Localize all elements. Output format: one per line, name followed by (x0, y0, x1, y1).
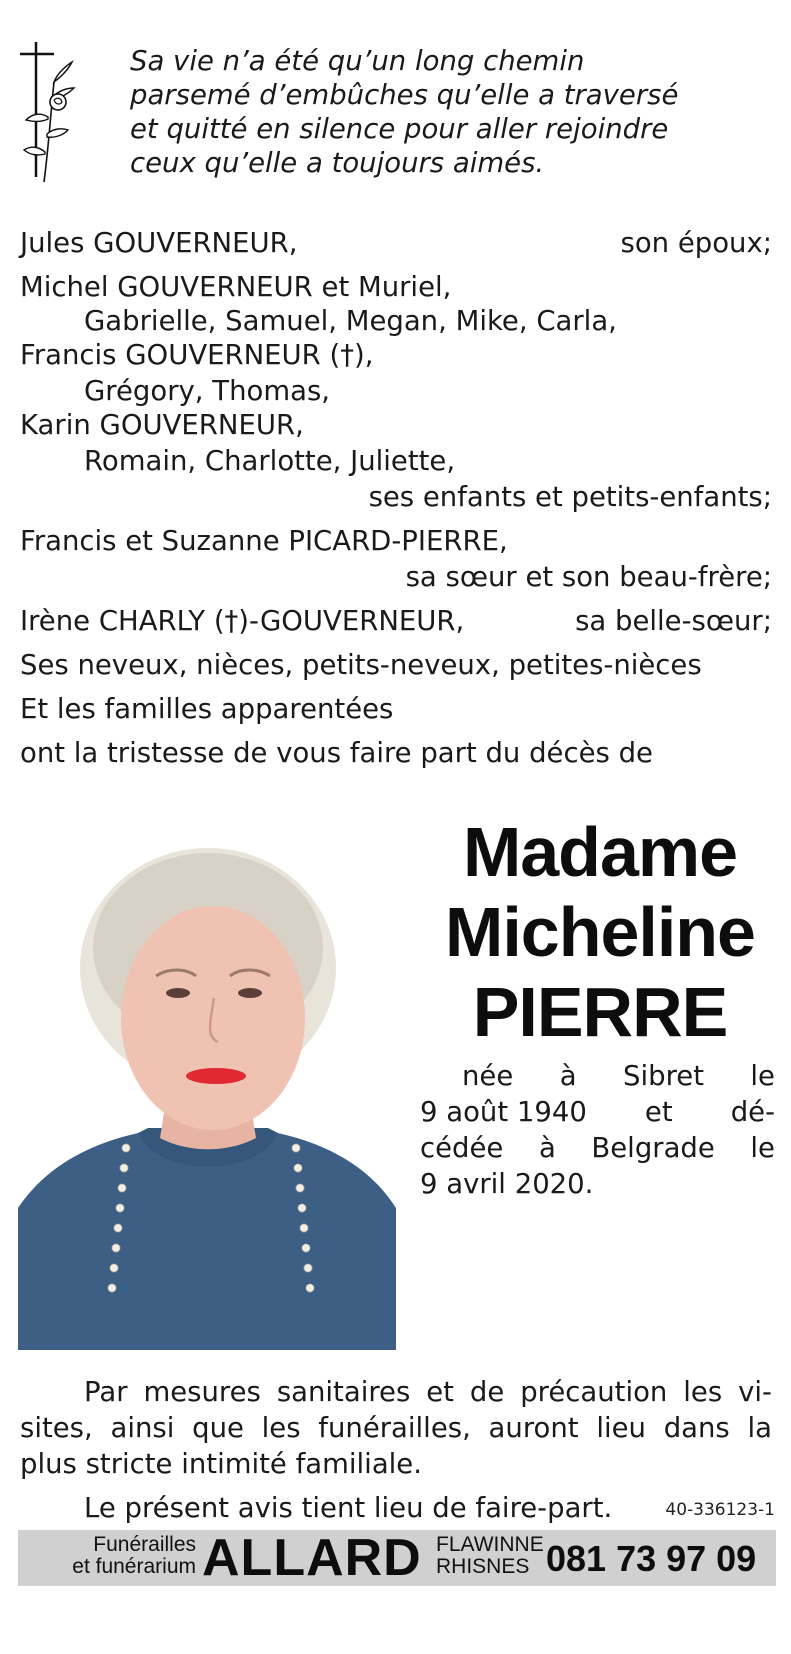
date-word: dé- (730, 1096, 775, 1128)
family-row-spouse (20, 226, 772, 260)
family-name: Romain, Charlotte, Juliette, (84, 445, 456, 477)
town-line: RHISNES (436, 1555, 530, 1578)
family-row-grandchildren (84, 374, 772, 408)
birth-line (420, 1058, 775, 1094)
family-role: sa belle-sœur; (575, 605, 772, 637)
notice-word: précaution (520, 1376, 668, 1408)
descriptor-line: et funérarium (72, 1555, 196, 1578)
quote-line: et quitté en silence pour aller rejoindre (130, 113, 669, 145)
family-row-sibling (20, 524, 772, 558)
death-date: 9 avril 2020. (420, 1168, 594, 1200)
announcement-text: ont la tristesse de vous faire part du décès de (20, 737, 653, 769)
notice-word: vi- (738, 1376, 772, 1408)
family-name: Francis et Suzanne PICARD-PIERRE, (20, 525, 508, 557)
notice-word: les (683, 1376, 723, 1408)
family-name: Francis GOUVERNEUR (†), (20, 339, 374, 371)
notice-word: mesures (143, 1376, 261, 1408)
quote-line: parsemé d’embûches qu’elle a traversé (130, 79, 679, 111)
family-row-child (20, 270, 772, 304)
quote-line: ceux qu’elle a toujours aimés. (130, 147, 545, 179)
memorial-quote (130, 44, 770, 180)
notice-word: et (426, 1376, 454, 1408)
date-word: Sibret (623, 1060, 704, 1092)
family-name: Jules GOUVERNEUR, (20, 227, 298, 259)
family-row-families (20, 692, 772, 726)
family-row-nephews (20, 648, 772, 682)
funeral-home-descriptor (26, 1534, 196, 1578)
notice-line: plus stricte intimité familiale. (20, 1448, 422, 1480)
deceased-title: Madame (462, 813, 738, 891)
notice-closing-line: Le présent avis tient lieu de faire-part. (84, 1492, 613, 1524)
notice-word: funérailles, (318, 1412, 471, 1444)
family-row-grandchildren (84, 444, 772, 478)
family-role: son époux; (620, 227, 772, 259)
notice-word: ainsi (110, 1412, 175, 1444)
family-name: Karin GOUVERNEUR, (20, 409, 304, 441)
notice-word: que (192, 1412, 244, 1444)
date-word: née (462, 1060, 514, 1092)
family-row-child (20, 408, 772, 442)
funeral-home-footer (18, 1530, 776, 1586)
family-name: Ses neveux, nièces, petits-neveux, petites-nièces (20, 649, 702, 681)
family-row-child (20, 338, 772, 372)
family-role: ses enfants et petits-enfants; (368, 481, 772, 513)
cross-with-rose-icon (14, 42, 76, 192)
notice-line (20, 1410, 772, 1446)
date-word: cédée (420, 1132, 504, 1164)
notice-word: lieu (596, 1412, 646, 1444)
notice-word: sites, (20, 1412, 93, 1444)
family-role: sa sœur et son beau-frère; (405, 561, 772, 593)
notice-line (84, 1374, 772, 1410)
notice-word: auront (488, 1412, 579, 1444)
funeral-home-phone: 081 73 97 09 (546, 1538, 757, 1579)
deceased-first-name: Micheline (445, 893, 755, 971)
date-word: à (559, 1060, 577, 1092)
date-word: Belgrade (591, 1132, 715, 1164)
quote-line: Sa vie n’a été qu’un long chemin (130, 45, 585, 77)
date-word: et (644, 1096, 673, 1128)
notice-word: les (261, 1412, 301, 1444)
notice-word: de (469, 1376, 505, 1408)
town-line: FLAWINNE (436, 1533, 544, 1556)
deceased-last-name: PIERRE (472, 973, 728, 1051)
family-row-role (20, 560, 772, 594)
portrait-photo (18, 848, 396, 1350)
date-word: à (538, 1132, 556, 1164)
family-name: Michel GOUVERNEUR et Muriel, (20, 271, 452, 303)
reference-number: 40-336123-1 (665, 1500, 775, 1520)
family-name: Grégory, Thomas, (84, 375, 331, 407)
funeral-home-brand: ALLARD (202, 1529, 422, 1587)
family-row-grandchildren (84, 304, 772, 338)
date-word: le (750, 1132, 775, 1164)
notice-word: sanitaires (276, 1376, 411, 1408)
family-row-sister-in-law (20, 604, 772, 638)
announcement-line (20, 736, 772, 770)
notice-word: la (747, 1412, 772, 1444)
birth-date: 9 août 1940 (420, 1096, 587, 1128)
funeral-home-towns (436, 1534, 544, 1578)
death-place-line (420, 1130, 775, 1166)
birth-date-line (420, 1094, 775, 1130)
family-name: Gabrielle, Samuel, Megan, Mike, Carla, (84, 305, 617, 337)
family-row-role (20, 480, 772, 514)
notice-word: dans (663, 1412, 730, 1444)
family-name: Et les familles apparentées (20, 693, 394, 725)
date-word: le (750, 1060, 775, 1092)
descriptor-line: Funérailles (93, 1533, 196, 1556)
notice-word: Par (84, 1376, 128, 1408)
family-name: Irène CHARLY (†)-GOUVERNEUR, (20, 605, 465, 637)
